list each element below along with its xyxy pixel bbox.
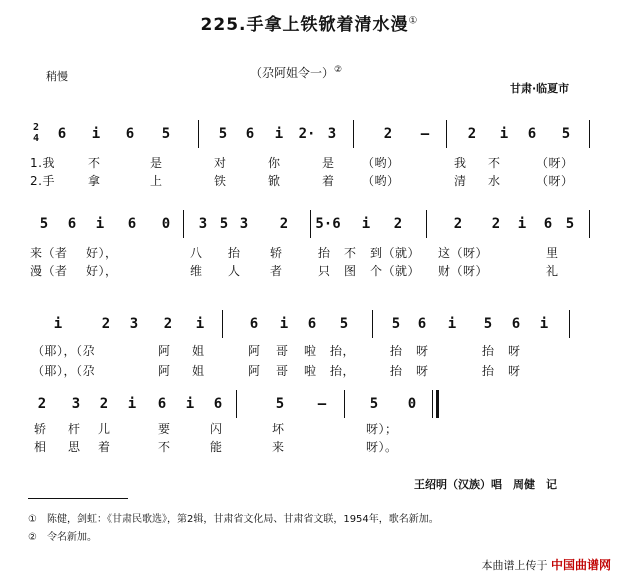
lyric-syllable: （耶），（尕 (32, 364, 96, 378)
barline (198, 120, 199, 148)
note: 2 (101, 316, 111, 332)
note: 5 (565, 216, 575, 232)
subtitle-text: （尕阿姐令一） (250, 66, 335, 80)
lyric-syllable: 杆 (68, 422, 81, 436)
lyric-syllable: 漫（者 (30, 264, 68, 278)
lyric-syllable: 是 (150, 156, 163, 170)
lyric-syllable: 只 (318, 264, 331, 278)
note: 0 (407, 396, 417, 412)
lyric-syllable: 这（呀） (438, 246, 489, 260)
lyric-syllable: 来（者 (30, 246, 68, 260)
note: 6 (157, 396, 167, 412)
lyric-syllable: 啦 (304, 344, 317, 358)
note: i (53, 316, 63, 332)
lyric-syllable: 不 (488, 156, 501, 170)
note: 6 (67, 216, 77, 232)
lyric-syllable: 你 (268, 156, 281, 170)
note: 5 (39, 216, 49, 232)
lyric-syllable: （呀） (536, 156, 574, 170)
note: i (185, 396, 195, 412)
note: 5 (369, 396, 379, 412)
note: 5 (219, 216, 229, 232)
final-barline (432, 390, 433, 418)
lyric-syllable: 财（呀） (438, 264, 489, 278)
lyric-syllable: 者 (270, 264, 283, 278)
barline (372, 310, 373, 338)
note: 5·6 (315, 216, 341, 232)
lyric-syllable: 清 (454, 174, 467, 188)
note: 2 (453, 216, 463, 232)
lyric-syllable: 坏 (272, 422, 285, 436)
lyric-syllable: 抬 (318, 246, 331, 260)
lyrics-verse-2 (28, 262, 593, 278)
lyrics-verse-1 (28, 244, 593, 260)
note: 2 (37, 396, 47, 412)
note: 6 (213, 396, 223, 412)
upload-source (481, 556, 611, 573)
note: 6 (511, 316, 521, 332)
note: 6 (417, 316, 427, 332)
lyric-syllable: 阿 (158, 364, 171, 378)
lyric-syllable: 轿 (270, 246, 283, 260)
barline (426, 210, 427, 238)
lyric-syllable: 好）， (86, 246, 118, 260)
final-barline-thick (436, 390, 439, 418)
note: i (127, 396, 137, 412)
note: 5 (275, 396, 285, 412)
lyric-syllable: 里 (546, 246, 559, 260)
note: 2· (298, 126, 316, 142)
score-staff-row (28, 310, 593, 342)
note: 6 (125, 126, 135, 142)
note: i (499, 126, 509, 142)
note: i (279, 316, 289, 332)
note: 5 (391, 316, 401, 332)
lyric-syllable: 啦 (304, 364, 317, 378)
lyric-syllable: 个（就） (370, 264, 421, 278)
lyric-syllable: 呀 (416, 344, 429, 358)
note: i (91, 126, 101, 142)
note: 3 (239, 216, 249, 232)
lyric-syllable: 图 (344, 264, 357, 278)
subtitle (250, 64, 342, 81)
lyric-syllable: 相 (34, 440, 47, 454)
lyric-syllable: 不 (344, 246, 357, 260)
barline (446, 120, 447, 148)
time-signature: 2 4 (32, 122, 40, 144)
lyric-syllable: 我 (454, 156, 467, 170)
lyric-syllable: 呀 (508, 344, 521, 358)
note: 6 (57, 126, 67, 142)
lyric-syllable: 着 (98, 440, 111, 454)
lyrics-verse-1 (28, 420, 593, 436)
lyric-syllable: （呀） (536, 174, 574, 188)
lyric-syllable: （耶），（尕 (32, 344, 96, 358)
page-title (0, 10, 619, 35)
lyric-syllable: 上 (150, 174, 163, 188)
lyric-syllable: 抬 (390, 344, 403, 358)
title-text: 225.手拿上铁锨着清水漫 (200, 15, 409, 35)
lyric-syllable: 轿 (34, 422, 47, 436)
lyric-syllable: （哟） (362, 174, 400, 188)
note: 2 (467, 126, 477, 142)
note: 5 (561, 126, 571, 142)
lyric-syllable: 锨 (268, 174, 281, 188)
note: 5 (161, 126, 171, 142)
lyric-syllable: 抬 (228, 246, 241, 260)
note: 3 (71, 396, 81, 412)
note: 5 (218, 126, 228, 142)
note: 3 (198, 216, 208, 232)
upload-prefix: 本曲谱上传于 (481, 559, 548, 572)
barline (344, 390, 345, 418)
lyric-syllable: 抬 (482, 364, 495, 378)
lyrics-verse-2 (28, 362, 593, 378)
lyric-syllable: （哟） (362, 156, 400, 170)
lyric-syllable: 不 (88, 156, 101, 170)
lyric-syllable: 2.手 (30, 174, 55, 188)
lyric-syllable: 八 (190, 246, 203, 260)
barline (589, 120, 590, 148)
note: 0 (161, 216, 171, 232)
lyric-syllable: 能 (210, 440, 223, 454)
title-footnote-mark: ① (408, 15, 419, 27)
lyric-syllable: 好）， (86, 264, 118, 278)
lyric-syllable: 闪 (210, 422, 223, 436)
lyric-syllable: 姐 (192, 344, 205, 358)
note: — (317, 396, 327, 412)
barline (236, 390, 237, 418)
lyric-syllable: 维 (190, 264, 203, 278)
note: i (361, 216, 371, 232)
note: 2 (393, 216, 403, 232)
lyric-syllable: 是 (322, 156, 335, 170)
lyrics-verse-1 (28, 154, 593, 170)
lyrics-verse-1 (28, 342, 593, 358)
note: — (420, 126, 430, 142)
lyric-syllable: 呀）； (366, 422, 398, 436)
barline (589, 210, 590, 238)
note: 6 (543, 216, 553, 232)
note: 6 (527, 126, 537, 142)
score-staff-row (28, 390, 593, 422)
site-logo-text[interactable]: 中国曲谱网 (550, 558, 611, 572)
tempo-marking: 稍慢 (46, 70, 68, 83)
footnote-1: ① 陈健，剑虹：《甘肃民歌选》，第2辑，甘肃省文化局、甘肃省文联，1954年，歌名新加。 (28, 514, 439, 525)
note: 2 (279, 216, 289, 232)
lyric-syllable: 抬 (390, 364, 403, 378)
note: 6 (245, 126, 255, 142)
lyric-syllable: 拿 (88, 174, 101, 188)
lyric-syllable: 阿 (248, 344, 261, 358)
lyric-syllable: 对 (214, 156, 227, 170)
note: 2 (163, 316, 173, 332)
score-staff-row (28, 210, 593, 242)
lyric-syllable: 呀 (416, 364, 429, 378)
lyric-syllable: 礼 (546, 264, 559, 278)
barline (569, 310, 570, 338)
barline (222, 310, 223, 338)
note: 6 (249, 316, 259, 332)
lyric-syllable: 抬， (330, 344, 356, 358)
lyric-syllable: 思 (68, 440, 81, 454)
lyric-syllable: 水 (488, 174, 501, 188)
lyric-syllable: 呀）。 (366, 440, 398, 454)
lyric-syllable: 要 (158, 422, 171, 436)
lyric-syllable: 不 (158, 440, 171, 454)
lyric-syllable: 儿 (98, 422, 111, 436)
lyric-syllable: 着 (322, 174, 335, 188)
region-label: 甘肃·临夏市 (510, 82, 570, 95)
barline (183, 210, 184, 238)
lyric-syllable: 1.我 (30, 156, 55, 170)
lyric-syllable: 阿 (248, 364, 261, 378)
note: 2 (491, 216, 501, 232)
note: i (95, 216, 105, 232)
note: i (447, 316, 457, 332)
score-staff-row (28, 120, 593, 152)
note: i (539, 316, 549, 332)
barline (353, 120, 354, 148)
lyric-syllable: 阿 (158, 344, 171, 358)
performer-credits: 王绍明（汉族）唱 周健 记 (414, 478, 557, 491)
lyrics-verse-2 (28, 172, 593, 188)
note: 3 (129, 316, 139, 332)
lyric-syllable: 哥 (276, 364, 289, 378)
note: 6 (127, 216, 137, 232)
footnote-divider (28, 498, 128, 499)
note: 5 (483, 316, 493, 332)
footnote-2: ② 令名新加。 (28, 532, 97, 543)
note: 5 (339, 316, 349, 332)
barline (310, 210, 311, 238)
lyric-syllable: 呀 (508, 364, 521, 378)
lyrics-verse-2 (28, 438, 593, 454)
note: i (517, 216, 527, 232)
note: i (195, 316, 205, 332)
lyric-syllable: 姐 (192, 364, 205, 378)
lyric-syllable: 人 (228, 264, 241, 278)
note: 6 (307, 316, 317, 332)
note: 2 (383, 126, 393, 142)
lyric-syllable: 抬 (482, 344, 495, 358)
lyric-syllable: 哥 (276, 344, 289, 358)
note: 3 (327, 126, 337, 142)
lyric-syllable: 抬， (330, 364, 356, 378)
lyric-syllable: 铁 (214, 174, 227, 188)
note: i (274, 126, 284, 142)
subtitle-footnote-mark: ② (334, 65, 343, 75)
note: 2 (99, 396, 109, 412)
lyric-syllable: 来 (272, 440, 285, 454)
lyric-syllable: 到（就） (370, 246, 421, 260)
